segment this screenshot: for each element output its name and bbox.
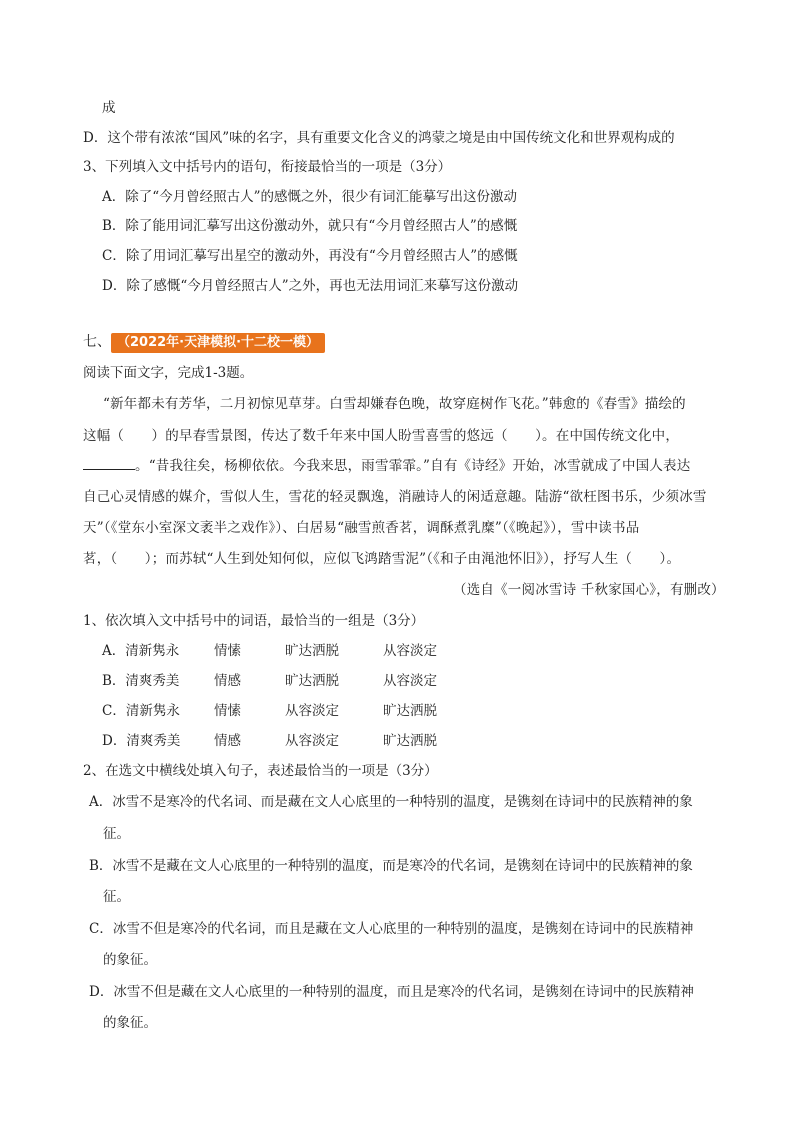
passage-line-4: 自己心灵情感的媒介，雪似人生，雪花的轻灵飘逸，消融诗人的闲适意趣。陆游“欲枉图书乐，少须冰雪 [83, 489, 707, 505]
passage-line-6: 茗，（ ）；而苏轼“人生到处知何似，应似飞鸿踏雪泥”（《和子由渑池怀旧》），抒写人生（ ）。 [83, 551, 681, 567]
continued-option-text: 成 [102, 100, 116, 116]
q1-stem: 1、依次填入文中括号中的词语，最恰当的一组是（3分） [83, 613, 425, 629]
q2-option-a-cont: 征。 [103, 826, 130, 842]
reading-instruction: 阅读下面文字，完成1-3题。 [83, 365, 254, 381]
q1-c-choice-2: 情愫 [214, 703, 241, 719]
q2-option-b-cont: 征。 [103, 889, 130, 905]
q1-a-choice-1: A．清新隽永 [102, 643, 180, 659]
q3-option-c: C．除了用词汇摹写出星空的激动外，再没有“今月曾经照古人”的感慨 [102, 248, 518, 264]
fill-blank-line [83, 457, 135, 470]
q1-b-choice-3: 旷达洒脱 [285, 673, 339, 689]
q2-stem: 2、在选文中横线处填入句子，表述最恰当的一项是（3分） [83, 763, 438, 779]
q1-a-choice-3: 旷达洒脱 [285, 643, 339, 659]
q1-c-choice-3: 从容淡定 [285, 703, 339, 719]
q1-b-choice-2: 情感 [214, 673, 241, 689]
q3-stem: 3、下列填入文中括号内的语句，衔接最恰当的一项是（3分） [83, 159, 452, 175]
q1-a-choice-2: 情愫 [214, 643, 241, 659]
section-heading [83, 332, 325, 353]
q1-b-choice-1: B．清爽秀美 [102, 673, 180, 689]
q3-option-a: A．除了“今月曾经照古人”的感慨之外，很少有词汇能摹写出这份激动 [102, 189, 518, 205]
source-tag: （2022年·天津模拟·十二校一模） [111, 333, 325, 353]
passage-line-5: 天”（《堂东小室深文袤半之戏作》）、白居易“融雪煎香茗，调酥煮乳糜”（《晚起》），雪中读书品 [83, 520, 640, 536]
passage-line-2: 这幅（ ）的早春雪景图，传达了数千年来中国人盼雪喜雪的悠远（ ）。在中国传统文化中， [83, 428, 680, 444]
q2-option-d-cont: 的象征。 [103, 1015, 157, 1031]
q2-option-c: C．冰雪不但是寒冷的代名词，而且是藏在文人心底里的一种特别的温度，是镌刻在诗词中的民族精神 [89, 921, 694, 937]
q1-d-choice-4: 旷达洒脱 [383, 733, 437, 749]
passage-line-3-text: 。“昔我往矣，杨柳依依。今我来思，雨雪霏霏。”自有《诗经》开始，冰雪就成了中国人表达 [135, 458, 691, 474]
passage-line-3 [83, 457, 690, 475]
q1-d-choice-3: 从容淡定 [285, 733, 339, 749]
q2-option-d: D．冰雪不但是藏在文人心底里的一种特别的温度，而且是寒冷的代名词，是镌刻在诗词中的民族精神 [89, 984, 694, 1000]
q1-a-choice-4: 从容淡定 [383, 643, 437, 659]
q3-option-d: D．除了感慨“今月曾经照古人”之外，再也无法用词汇来摹写这份激动 [102, 278, 519, 294]
passage-source: （选自《一阅冰雪诗 千秋家国心》，有删改） [453, 582, 725, 598]
q1-b-choice-4: 从容淡定 [383, 673, 437, 689]
q2-option-a: A．冰雪不是寒冷的代名词、而是藏在文人心底里的一种特别的温度，是镌刻在诗词中的民族精神的象 [89, 794, 693, 810]
q2-option-b: B．冰雪不是藏在文人心底里的一种特别的温度，而是寒冷的代名词，是镌刻在诗词中的民族精神的象 [89, 858, 693, 874]
q1-d-choice-1: D．清爽秀美 [102, 733, 181, 749]
passage-line-1: “新年都未有芳华，二月初惊见草芽。白雪却嫌春色晚，故穿庭树作飞花。”韩愈的《春雪》描绘的 [103, 396, 686, 412]
q1-d-choice-2: 情感 [214, 733, 241, 749]
prev-option-d: D．这个带有浓浓“国风”味的名字，具有重要文化含义的鸿蒙之境是由中国传统文化和世界观构成的 [83, 130, 675, 146]
q3-option-b: B．除了能用词汇摹写出这份激动外，就只有“今月曾经照古人”的感慨 [102, 218, 518, 234]
q1-c-choice-4: 旷达洒脱 [383, 703, 437, 719]
q2-option-c-cont: 的象征。 [103, 952, 157, 968]
q1-c-choice-1: C．清新隽永 [102, 703, 180, 719]
section-number: 七、 [83, 334, 111, 350]
